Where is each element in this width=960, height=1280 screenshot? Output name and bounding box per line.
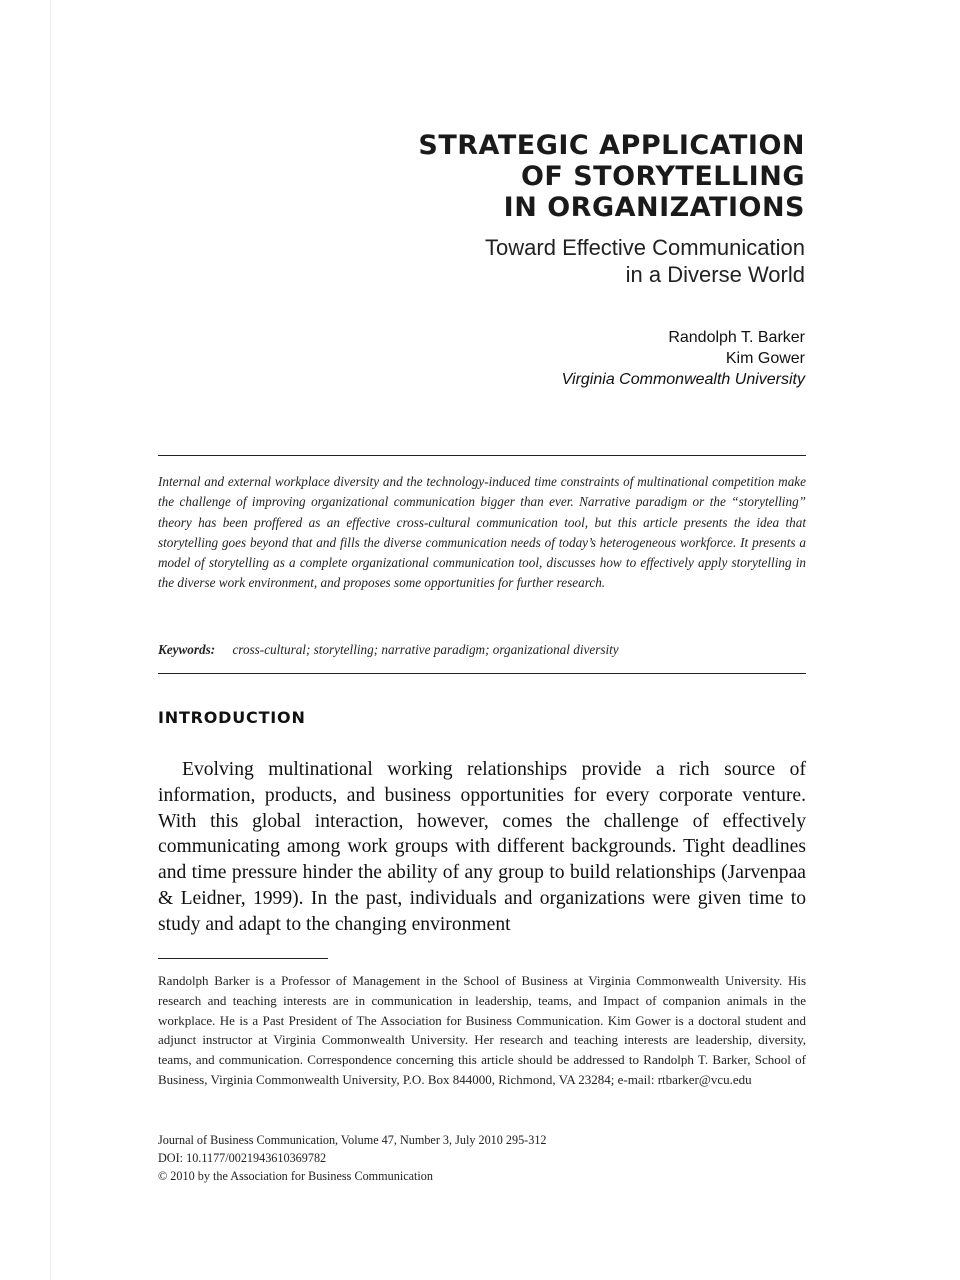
journal-doi: DOI: 10.1177/0021943610369782 — [158, 1150, 327, 1165]
keywords-value: cross-cultural; storytelling; narrative paradigm; organizational diversity — [232, 642, 619, 657]
title-line: STRATEGIC APPLICATION — [418, 130, 805, 161]
author-block — [305, 327, 805, 390]
article-title — [245, 130, 805, 223]
author-affiliation: Virginia Commonwealth University — [561, 371, 805, 388]
article-subtitle — [245, 234, 805, 288]
page-edge — [50, 0, 51, 1280]
journal-citation: Journal of Business Communication, Volume 47, Number 3, July 2010 295-312 — [158, 1133, 547, 1147]
abstract-bottom-rule — [158, 673, 806, 674]
title-line: OF STORYTELLING — [520, 161, 805, 192]
title-line: IN ORGANIZATIONS — [503, 192, 805, 223]
abstract: Internal and external workplace diversity and the technology-induced time constraints of multinational competition make the challenge of improving organizational communication bigger than ever. Narrative paradigm or the “storytelling” theory has been proffered as an effective cross-cultural communication tool, but this article presents the idea that storytelling goes beyond that and fills the diverse communication needs of today’s heterogeneous workforce. It presents a model of storytelling as a complete organizational communication tool, discusses how to effectively apply storytelling in the diverse work environment, and proposes some opportunities for further research. — [158, 474, 806, 591]
subtitle-line: Toward Effective Communication — [485, 235, 805, 260]
abstract-top-rule — [158, 455, 806, 456]
journal-info — [158, 1132, 806, 1185]
body-paragraph: Evolving multinational working relationships provide a rich source of information, products, and business opportunities for every corporate venture. With this global interaction, however, comes the challenge of effectively communicating among work groups with different backgrounds. Tight deadlines and time pressure hinder the ability of any group to build relationships (Jarvenpaa & Leidner, 1999). In the past, individuals and organizations were given time to study and adapt to the changing environment — [158, 759, 806, 935]
keywords-line — [158, 640, 806, 660]
journal-copyright: © 2010 by the Association for Business Communication — [158, 1168, 433, 1183]
footnote-rule — [158, 958, 328, 959]
author-name: Kim Gower — [725, 350, 805, 367]
section-heading: INTRODUCTION — [158, 708, 306, 727]
subtitle-line: in a Diverse World — [625, 262, 805, 287]
author-footnote: Randolph Barker is a Professor of Management in the School of Business at Virginia Commonwealth University. His research and teaching interests are in communication in leadership, teams, and Impact of companion animals in the workplace. He is a Past President of The Association for Business Communication. Kim Gower is a doctoral student and adjunct instructor at Virginia Commonwealth University. Her research and teaching interests are leadership, diversity, teams, and communication. Correspondence concerning this article should be addressed to Randolph T. Barker, School of Business, Virginia Commonwealth University, P.O. Box 844000, Richmond, VA 23284; e-mail: rtbarker@vcu.edu — [158, 973, 806, 1087]
author-name: Randolph T. Barker — [668, 329, 805, 346]
keywords-label: Keywords: — [158, 642, 216, 657]
